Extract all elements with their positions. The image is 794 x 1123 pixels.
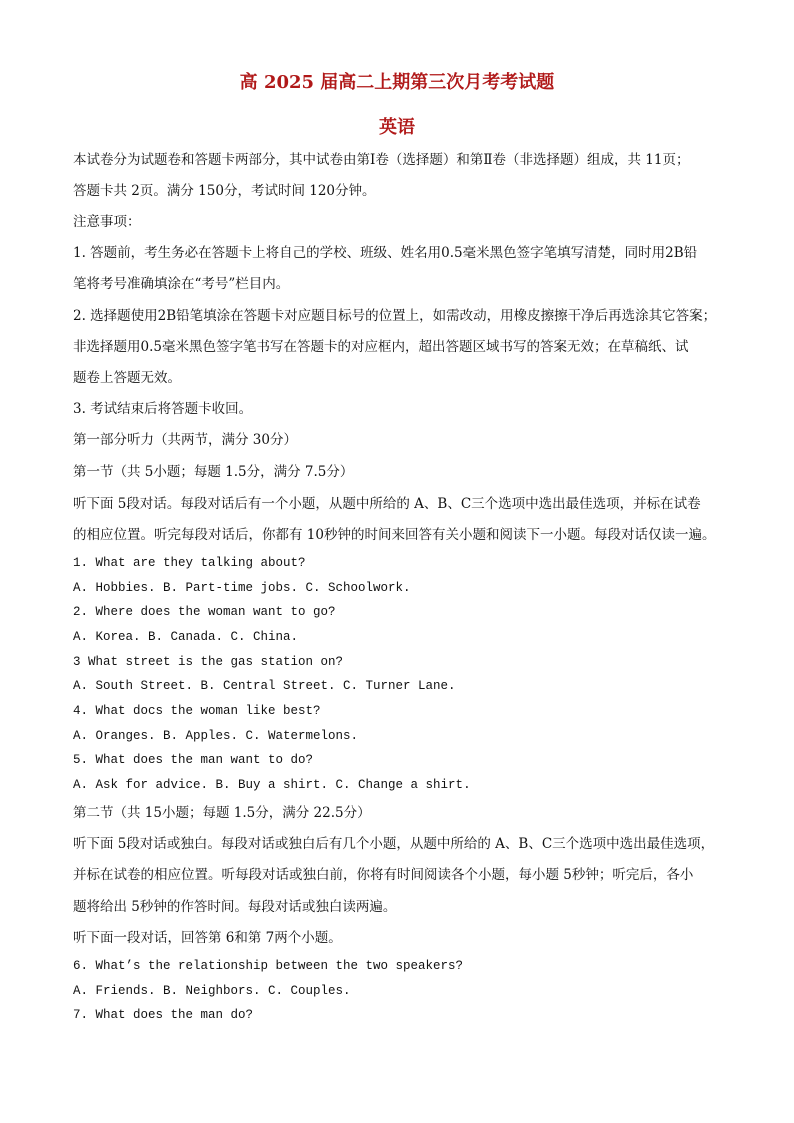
question-4: 4. What docs the woman like best? <box>73 704 321 718</box>
exam-title: 高 2025 届高二上期第三次月考考试题 <box>239 72 555 93</box>
note-1-line-1: 1. 答题前，考生务必在答题卡上将自己的学校、班级、姓名用0.5毫米黑色签字笔填写清楚，同时用2B铅 <box>73 245 698 261</box>
section-2-subheading: 听下面一段对话，回答第 6和第 7两个小题。 <box>73 930 342 946</box>
question-5: 5. What does the man want to do? <box>73 753 314 767</box>
question-6-options: A. Friends. B. Neighbors. C. Couples. <box>73 984 351 998</box>
intro-line-2: 答题卡共 2页。满分 150分，考试时间 120分钟。 <box>73 183 376 199</box>
question-4-options: A. Oranges. B. Apples. C. Watermelons. <box>73 729 359 743</box>
subject-title: 英语 <box>379 117 415 138</box>
question-6: 6. What’s the relationship between the two speakers? <box>73 959 464 973</box>
section-2-heading: 第二节（共 15小题；每题 1.5分，满分 22.5分） <box>73 805 371 821</box>
section-2-instr-line-3: 题将给出 5秒钟的作答时间。每段对话或独白读两遍。 <box>73 899 397 915</box>
section-2-instr-line-2: 并标在试卷的相应位置。听每段对话或独白前，你将有时间阅读各个小题，每小题 5秒钟；听完后，各小 <box>73 867 694 883</box>
section-1-heading: 第一节（共 5小题；每题 1.5分，满分 7.5分） <box>73 464 354 480</box>
note-2-line-3: 题卷上答题无效。 <box>73 370 181 386</box>
question-2-options: A. Korea. B. Canada. C. China. <box>73 630 299 644</box>
note-2-line-2: 非选择题用0.5毫米黑色签字笔书写在答题卡的对应框内，超出答题区域书写的答案无效；在草稿纸、试 <box>73 339 689 355</box>
question-1: 1. What are they talking about? <box>73 556 306 570</box>
section-2-instr-line-1: 听下面 5段对话或独白。每段对话或独白后有几个小题，从题中所给的 A、B、C三个选项中选出最佳选项， <box>73 836 715 852</box>
question-7: 7. What does the man do? <box>73 1008 254 1022</box>
note-3: 3. 考试结束后将答题卡收回。 <box>73 401 253 417</box>
section-1-instr-line-2: 的相应位置。听完每段对话后，你都有 10秒钟的时间来回答有关小题和阅读下一小题。每段对话仅读一遍。 <box>73 527 716 543</box>
section-1-instr-line-1: 听下面 5段对话。每段对话后有一个小题，从题中所给的 A、B、C三个选项中选出最佳选项，并标在试卷 <box>73 496 701 512</box>
intro-line-1: 本试卷分为试题卷和答题卡两部分，其中试卷由第Ⅰ卷（选择题）和第Ⅱ卷（非选择题）组成，共 11页； <box>73 152 690 168</box>
part-1-heading: 第一部分听力（共两节，满分 30分） <box>73 432 297 448</box>
note-2-line-1: 2. 选择题使用2B铅笔填涂在答题卡对应题目标号的位置上，如需改动，用橡皮擦擦干净后再选涂其它答案； <box>73 308 717 324</box>
question-3-options: A. South Street. B. Central Street. C. Turner Lane. <box>73 679 456 693</box>
question-2: 2. Where does the woman want to go? <box>73 605 336 619</box>
question-1-options: A. Hobbies. B. Part-time jobs. C. Schoolwork. <box>73 581 411 595</box>
notes-heading: 注意事项： <box>73 214 141 230</box>
note-1-line-2: 笔将考号准确填涂在“考号”栏目内。 <box>73 276 290 292</box>
question-5-options: A. Ask for advice. B. Buy a shirt. C. Change a shirt. <box>73 778 471 792</box>
question-3: 3 What street is the gas station on? <box>73 655 344 669</box>
